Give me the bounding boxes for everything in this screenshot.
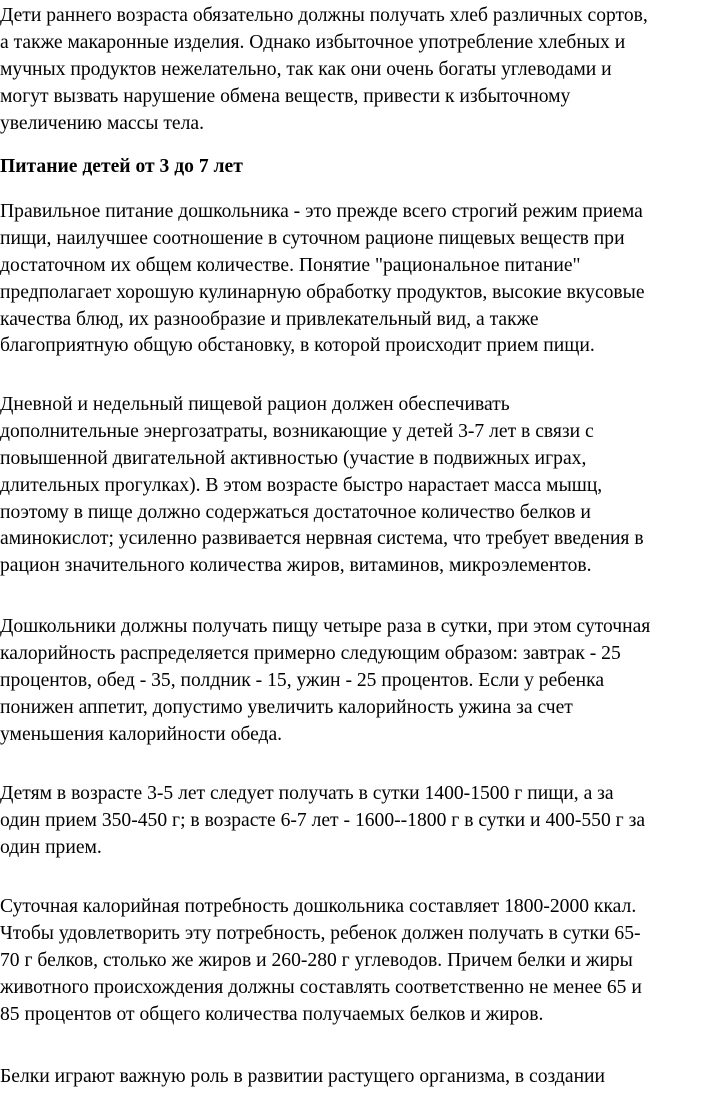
text-line: Правильное питание дошкольника - это прежде всего строгий режим приема — [0, 201, 643, 222]
text-line: мучных продуктов нежелательно, так как они очень богаты углеводами и — [0, 58, 612, 80]
text-line: Детям в возрасте 3-5 лет следует получать в сутки 1400-1500 г пищи, а за — [0, 783, 614, 804]
text-line: Дошкольники должны получать пищу четыре раза в сутки, при этом суточная — [0, 616, 651, 637]
text-line: калорийность распределяется примерно следующим образом: завтрак - 25 — [0, 642, 621, 664]
text-line: Дневной и недельный пищевой рацион должен обеспечивать — [0, 394, 510, 415]
text-line: могут вызвать нарушение обмена веществ, привести к избыточному — [0, 85, 571, 107]
text-line: поэтому в пище должно содержаться достаточное количество белков и — [0, 501, 591, 523]
text-line: Суточная калорийная потребность дошкольника составляет 1800-2000 ккал. — [0, 896, 637, 917]
text-line: понижен аппетит, допустимо увеличить калорийность ужина за счет — [0, 696, 573, 718]
text-line: животного происхождения должны составлять соответственно не менее 65 и — [0, 976, 642, 998]
paragraph-meal-schedule — [0, 614, 650, 748]
text-line: увеличению массы тела. — [0, 112, 205, 134]
text-line: предполагает хорошую кулинарную обработку продуктов, высокие вкусовые — [0, 281, 645, 303]
paragraph-food-amount — [0, 781, 645, 862]
text-line: один прием. — [0, 836, 102, 858]
text-line: Дети раннего возраста обязательно должны получать хлеб различных сортов, — [0, 5, 648, 26]
text-line: 85 процентов от общего количества получаемых белков и жиров. — [0, 1003, 544, 1025]
paragraph-daily-ration — [0, 392, 644, 580]
section-heading — [0, 154, 243, 181]
heading-text: Питание детей от 3 до 7 лет — [0, 156, 243, 177]
text-line: качества блюд, их разнообразие и привлекательный вид, а также — [0, 308, 539, 330]
text-line: длительных прогулках). В этом возрасте быстро нарастает масса мышц, — [0, 474, 603, 496]
text-line: процентов, обед - 35, полдник - 15, ужин - 25 процентов. Если у ребенка — [0, 669, 605, 691]
text-line: а также макаронные изделия. Однако избыточное употребление хлебных и — [0, 31, 626, 53]
text-line: пищи, наилучшее соотношение в суточном рационе пищевых веществ при — [0, 227, 625, 249]
paragraph-calorie-needs — [0, 894, 642, 1028]
paragraph-proteins — [0, 1064, 605, 1091]
text-line: Белки играют важную роль в развитии растущего организма, в создании — [0, 1066, 606, 1087]
paragraph-proper-nutrition — [0, 199, 645, 360]
text-line: достаточном их общем количестве. Понятие "рациональное питание" — [0, 254, 581, 276]
text-line: аминокислот; усиленно развивается нервная система, что требует введения в — [0, 528, 644, 550]
text-line: благоприятную общую обстановку, в которой происходит прием пищи. — [0, 335, 595, 357]
text-line: Чтобы удовлетворить эту потребность, ребенок должен получать в сутки 65- — [0, 922, 641, 944]
paragraph-bread — [0, 3, 648, 137]
text-line: рацион значительного количества жиров, витаминов, микроэлементов. — [0, 555, 592, 577]
text-line: уменьшения калорийности обеда. — [0, 723, 283, 745]
text-line: 70 г белков, столько же жиров и 260-280 г углеводов. Причем белки и жиры — [0, 949, 633, 971]
text-line: дополнительные энергозатраты, возникающие у детей 3-7 лет в связи с — [0, 420, 594, 442]
text-line: один прием 350-450 г; в возрасте 6-7 лет - 1600--1800 г в сутки и 400-550 г за — [0, 809, 646, 831]
text-line: повышенной двигательной активностью (участие в подвижных играх, — [0, 447, 587, 469]
